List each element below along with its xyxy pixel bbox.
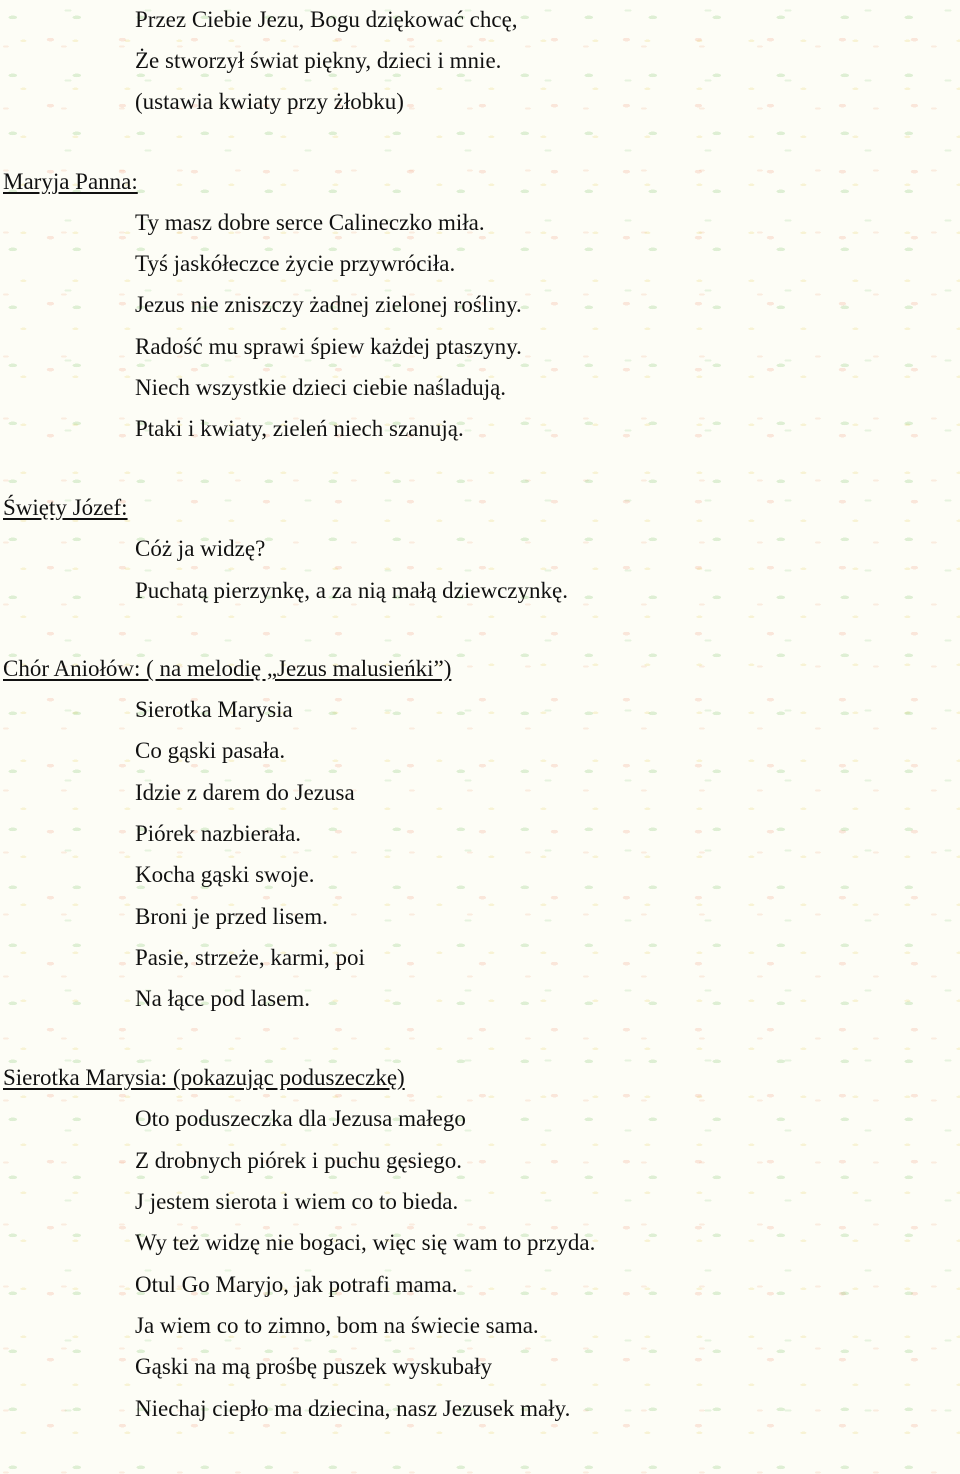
speaker-jozef: Święty Józef: — [3, 495, 128, 520]
verse-line: Jezus nie zniszczy żadnej zielonej rośliny. — [135, 292, 522, 317]
verse-line: Niech wszystkie dzieci ciebie naśladują. — [135, 375, 507, 400]
verse-line: Z drobnych piórek i puchu gęsiego. — [135, 1148, 463, 1173]
verse-line: Puchatą pierzynkę, a za nią małą dziewczynkę. — [135, 578, 568, 603]
verse-line: Kocha gąski swoje. — [135, 862, 315, 887]
verse-line: Broni je przed lisem. — [135, 904, 328, 929]
verse-line: Idzie z darem do Jezusa — [135, 780, 355, 805]
verse-line: Pasie, strzeże, karmi, poi — [135, 945, 365, 970]
verse-line: Tyś jaskółeczce życie przywróciła. — [135, 251, 456, 276]
verse-line: Cóż ja widzę? — [135, 536, 266, 561]
speaker-chor: Chór Aniołów: ( na melodię „Jezus malusieńki”) — [3, 656, 452, 681]
verse-line: Wy też widzę nie bogaci, więc się wam to przyda. — [135, 1230, 596, 1255]
speaker-marysia: Sierotka Marysia: (pokazując poduszeczkę) — [3, 1065, 405, 1090]
verse-line: Sierotka Marysia — [135, 697, 293, 722]
verse-line: Piórek nazbierała. — [135, 821, 302, 846]
verse-line: Radość mu sprawi śpiew każdej ptaszyny. — [135, 334, 522, 359]
verse-line: Na łące pod lasem. — [135, 986, 310, 1011]
verse-line: Niechaj ciepło ma dziecina, nasz Jezusek mały. — [135, 1396, 571, 1421]
verse-line: Co gąski pasała. — [135, 738, 286, 763]
verse-line: Gąski na mą prośbę puszek wyskubały — [135, 1354, 493, 1379]
verse-line: Ja wiem co to zimno, bom na świecie sama. — [135, 1313, 539, 1338]
stage-direction: (ustawia kwiaty przy żłobku) — [135, 89, 404, 114]
intro-line: Przez Ciebie Jezu, Bogu dziękować chcę, — [135, 7, 518, 32]
verse-line: Ptaki i kwiaty, zieleń niech szanują. — [135, 416, 464, 441]
verse-line: J jestem sierota i wiem co to bieda. — [135, 1189, 459, 1214]
verse-line: Otul Go Maryjo, jak potrafi mama. — [135, 1272, 458, 1297]
verse-line: Ty masz dobre serce Calineczko miła. — [135, 210, 485, 235]
verse-line: Oto poduszeczka dla Jezusa małego — [135, 1106, 466, 1131]
intro-line: Że stworzył świat piękny, dzieci i mnie. — [135, 48, 502, 73]
speaker-maryja: Maryja Panna: — [3, 169, 138, 194]
